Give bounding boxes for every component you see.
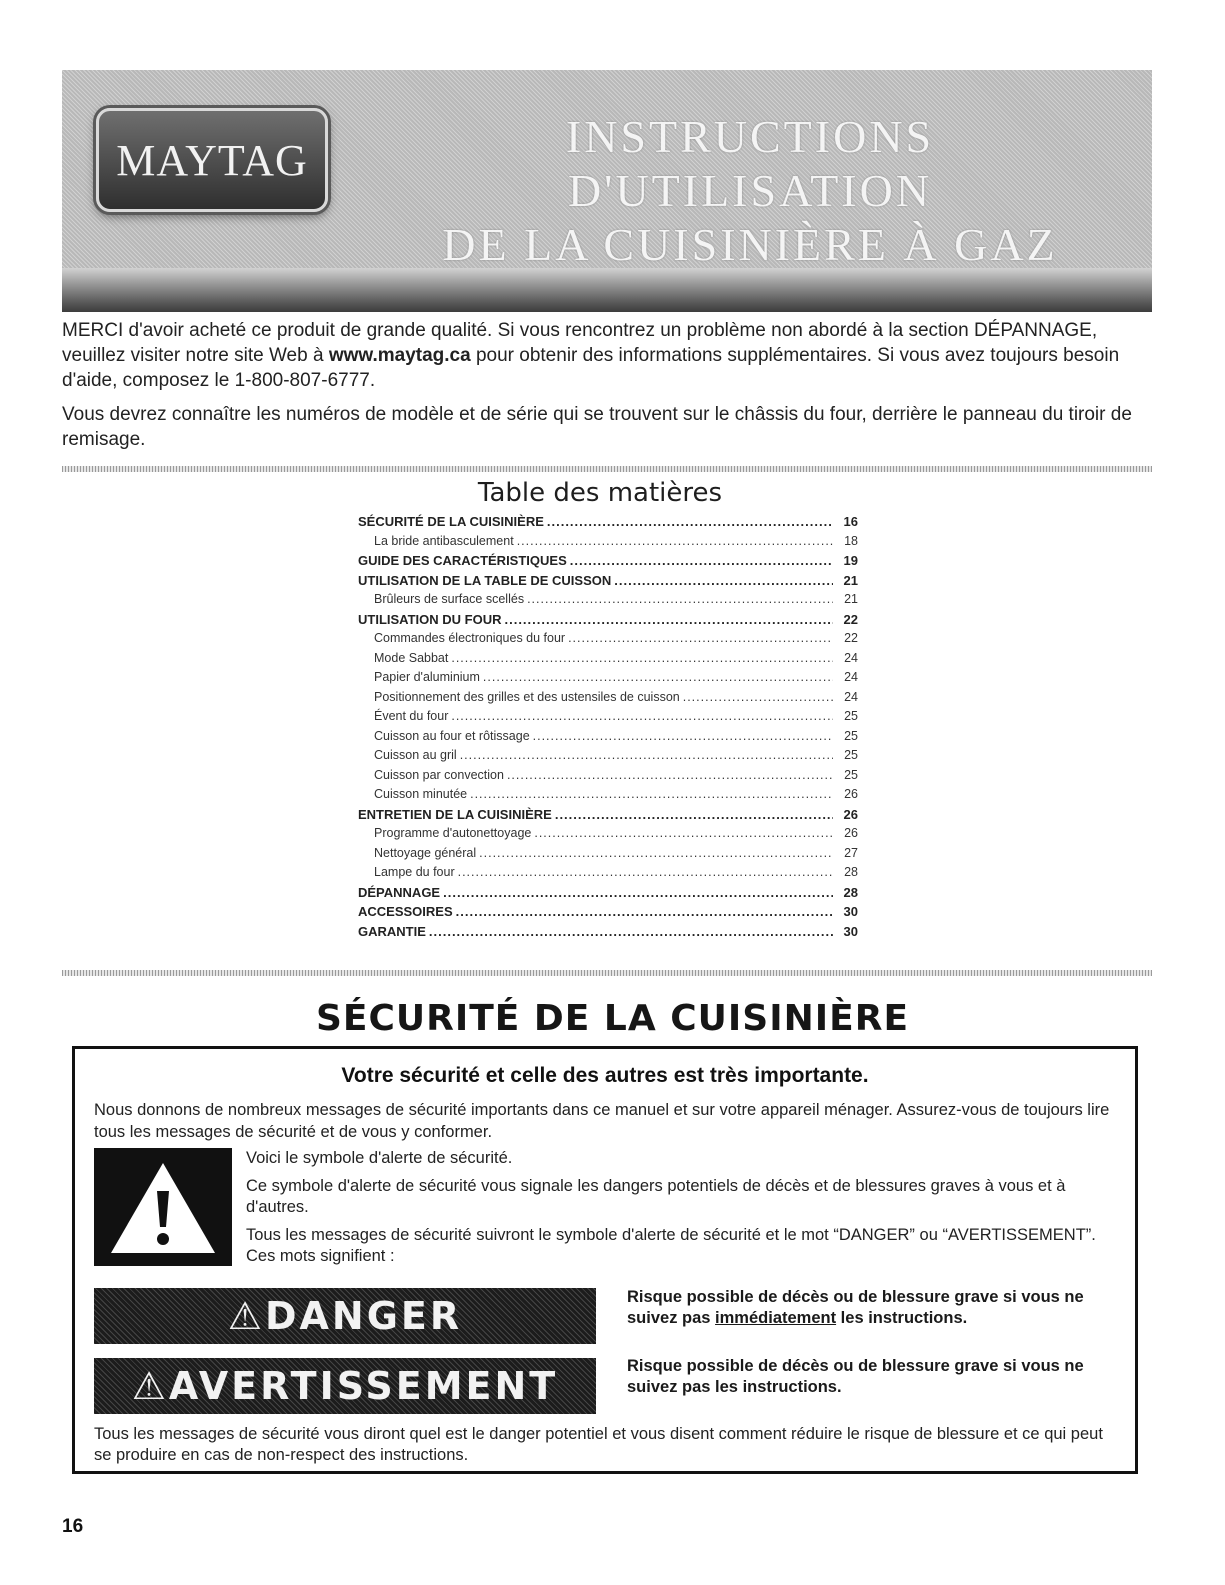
toc-entry-label: ENTRETIEN DE LA CUISINIÈRE [358,806,552,822]
table-of-contents [358,514,858,943]
warning-signal-label: ⚠AVERTISSEMENT [94,1358,596,1414]
brand-logo [96,108,328,212]
toc-leader-dots [458,865,833,879]
toc-entry-page: 24 [844,670,858,684]
toc-entry-page: 21 [843,572,858,588]
toc-entry[interactable] [358,865,858,885]
toc-entry-label: Cuisson au gril [374,748,457,762]
toc-entry[interactable] [358,846,858,866]
toc-entry-page: 30 [843,923,858,939]
toc-leader-dots [483,670,833,684]
toc-leader-dots [527,592,833,606]
safety-closing-text: Tous les messages de sécurité vous diront quel est le danger potentiel et vous disent comment réduire le risque de blessure et ce qui peut se produire en cas de non-respect des instructions. [94,1425,1103,1464]
toc-entry[interactable] [358,709,858,729]
toc-entry-page: 25 [844,748,858,762]
alert-description-text: Ce symbole d'alerte de sécurité vous signale les dangers potentiels de décès et de blessures graves à vous et à d'autres. [246,1177,1066,1216]
toc-title: Table des matières [477,478,723,508]
toc-leader-dots [533,729,833,743]
toc-entry[interactable] [358,924,858,944]
toc-leader-dots [517,534,833,548]
toc-entry-label: Évent du four [374,709,449,723]
toc-leader-dots [504,612,833,627]
toc-entry[interactable] [358,651,858,671]
alert-explanation [246,1148,1116,1274]
toc-entry-page: 30 [843,904,858,919]
toc-entry-label: Programme d'autonettoyage [374,826,532,840]
intro-paragraph-2: Vous devrez connaître les numéros de modèle et de série qui se trouvent sur le châssis du four, derrière le panneau du tiroir de remisage. [62,404,1132,450]
toc-entry[interactable] [358,573,858,593]
toc-entry-page: 21 [844,592,858,606]
toc-entry[interactable] [358,612,858,632]
danger-description: Risque possible de décès ou de blessure grave si vous ne suivez pas immédiatement les instructions. [627,1288,1084,1327]
toc-entry[interactable] [358,670,858,690]
toc-entry-page: 25 [844,728,858,743]
toc-entry-page: 24 [844,689,858,704]
toc-entry[interactable] [358,534,858,554]
toc-entry[interactable] [358,729,858,749]
toc-entry[interactable] [358,690,858,710]
toc-entry[interactable] [358,826,858,846]
toc-entry[interactable] [358,592,858,612]
document-title-line2: DE LA CUISINIÈRE À GAZ [442,219,1058,270]
toc-entry[interactable] [358,904,858,924]
toc-entry[interactable] [358,514,858,534]
safety-heading: Votre sécurité et celle des autres est très importante. [341,1064,869,1087]
toc-entry-page: 26 [844,787,858,801]
toc-entry-page: 22 [843,611,858,627]
toc-entry-page: 25 [844,709,858,723]
toc-entry-page: 22 [844,631,858,645]
toc-entry-page: 27 [844,845,858,860]
toc-leader-dots [470,787,833,801]
intro-paragraph-1: MERCI d'avoir acheté ce produit de grande qualité. Si vous rencontrez un problème non abordé à la section DÉPANNAGE, veuillez visiter notre site Web à www.maytag.ca pour obtenir des informations supplémentaires. Si vous avez toujours besoin d'aide, composez le 1-800-807-6777. [62,320,1120,391]
toc-leader-dots [460,748,833,762]
toc-entry-page: 25 [844,767,858,782]
intro-text [62,318,1162,461]
toc-entry[interactable] [358,768,858,788]
warning-description: Risque possible de décès ou de blessure grave si vous ne suivez pas les instructions. [627,1357,1084,1396]
danger-signal-label: ⚠DANGER [94,1288,596,1344]
toc-entry-label: Positionnement des grilles et des ustensiles de cuisson [374,689,680,704]
document-title [400,110,1100,272]
toc-entry-page: 28 [844,865,858,879]
toc-leader-dots [683,690,833,704]
toc-entry-label: Papier d'aluminium [374,670,480,684]
document-title-line1: INSTRUCTIONS D'UTILISATION [565,111,935,216]
toc-entry-label: UTILISATION DE LA TABLE DE CUISSON [358,572,612,588]
toc-entry-page: 18 [844,533,858,548]
toc-entry-label: SÉCURITÉ DE LA CUISINIÈRE [358,514,544,529]
toc-entry-label: GUIDE DES CARACTÉRISTIQUES [358,553,567,568]
page-number: 16 [62,1516,84,1537]
toc-entry-label: UTILISATION DU FOUR [358,611,502,627]
toc-leader-dots [547,514,833,529]
website-link[interactable]: www.maytag.ca [328,345,471,366]
toc-entry-label: Brûleurs de surface scellés [374,592,525,606]
toc-leader-dots [568,631,833,645]
toc-leader-dots [429,924,833,939]
toc-entry-page: 19 [843,553,858,568]
toc-entry-label: Cuisson minutée [374,787,468,801]
toc-entry-label: GARANTIE [358,923,426,939]
toc-leader-dots [555,807,833,822]
toc-entry[interactable] [358,631,858,651]
toc-entry-page: 24 [844,650,858,665]
toc-entry[interactable] [358,807,858,827]
toc-entry-label: Cuisson au four et rôtissage [374,728,530,743]
toc-entry[interactable] [358,787,858,807]
section-title: SÉCURITÉ DE LA CUISINIÈRE [315,998,910,1039]
brand-logo-text: MAYTAG [116,135,308,185]
toc-entry-label: Lampe du four [374,865,455,879]
toc-leader-dots [534,826,833,840]
toc-leader-dots [443,885,833,900]
warning-triangle-icon [94,1148,232,1266]
toc-entry-page: 28 [843,884,858,900]
toc-leader-dots [451,709,833,723]
toc-entry[interactable] [358,885,858,905]
safety-intro-text: Nous donnons de nombreux messages de sécurité importants dans ce manuel et sur votre appareil ménager. Assurez-vous de toujours lire tous les messages de sécurité et de vous y conformer. [94,1101,1110,1141]
toc-leader-dots [614,573,833,588]
toc-entry-page: 26 [843,806,858,822]
toc-leader-dots [507,768,833,782]
toc-entry-label: Commandes électroniques du four [374,631,566,645]
toc-entry-page: 26 [844,826,858,840]
toc-entry-label: Mode Sabbat [374,650,449,665]
toc-entry-label: Nettoyage général [374,845,477,860]
toc-leader-dots [570,553,833,568]
divider [62,970,1152,976]
toc-entry[interactable] [358,748,858,768]
toc-leader-dots [451,651,833,665]
toc-leader-dots [456,904,833,919]
toc-entry-page: 16 [843,514,858,529]
toc-entry-label: Cuisson par convection [374,767,504,782]
alert-triangle-icon: ⚠ [227,1294,265,1338]
toc-entry[interactable] [358,553,858,573]
toc-entry-label: DÉPANNAGE [358,884,441,900]
alert-triangle-icon: ⚠ [131,1364,169,1408]
alert-symbol-text: Voici le symbole d'alerte de sécurité. [246,1149,513,1167]
divider [62,466,1152,472]
banner-shadow-band [62,268,1152,312]
alert-words-text: Tous les messages de sécurité suivront le symbole d'alerte de sécurité et le mot “DANGER” ou “AVERTISSEMENT”. Ces mots signifient : [246,1226,1096,1265]
toc-entry-label: ACCESSOIRES [358,904,453,919]
toc-leader-dots [479,846,833,860]
toc-entry-label: La bride antibasculement [374,533,514,548]
